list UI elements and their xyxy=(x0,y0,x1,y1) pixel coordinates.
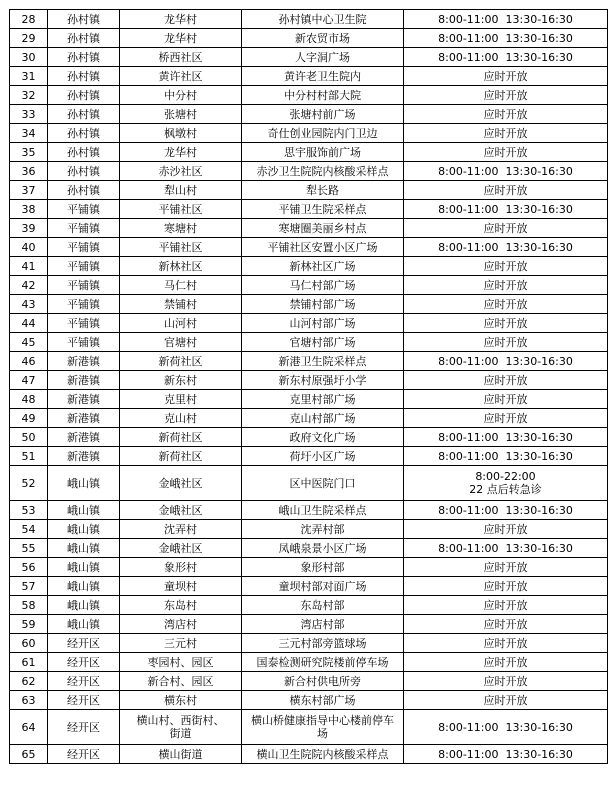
site-cell: 象形村部 xyxy=(242,558,404,577)
village-cell: 金峨社区 xyxy=(120,466,242,501)
table-row xyxy=(10,428,608,447)
town-cell: 平铺镇 xyxy=(48,219,120,238)
row-number-cell: 30 xyxy=(10,48,48,67)
village-cell: 新荷社区 xyxy=(120,447,242,466)
table-row xyxy=(10,162,608,181)
village-cell: 犁山村 xyxy=(120,181,242,200)
row-number-cell: 46 xyxy=(10,352,48,371)
table-row xyxy=(10,653,608,672)
opening-time-cell: 应时开放 xyxy=(404,520,608,539)
row-number-cell: 51 xyxy=(10,447,48,466)
table-row xyxy=(10,10,608,29)
row-number-cell: 55 xyxy=(10,539,48,558)
table-row xyxy=(10,409,608,428)
row-number-cell: 40 xyxy=(10,238,48,257)
site-cell: 克里村部广场 xyxy=(242,390,404,409)
town-cell: 孙村镇 xyxy=(48,29,120,48)
site-cell: 政府文化广场 xyxy=(242,428,404,447)
village-cell: 马仁村 xyxy=(120,276,242,295)
opening-time-cell: 应时开放 xyxy=(404,314,608,333)
town-cell: 经开区 xyxy=(48,745,120,764)
site-cell: 凤峨泉景小区广场 xyxy=(242,539,404,558)
town-cell: 孙村镇 xyxy=(48,143,120,162)
site-cell: 湾店村部 xyxy=(242,615,404,634)
opening-time-cell: 应时开放 xyxy=(404,653,608,672)
table-row xyxy=(10,672,608,691)
table-row xyxy=(10,124,608,143)
town-cell: 孙村镇 xyxy=(48,67,120,86)
opening-time-cell: 8:00-11:00 13:30-16:30 xyxy=(404,745,608,764)
town-cell: 峨山镇 xyxy=(48,466,120,501)
site-cell: 横山卫生院院内核酸采样点 xyxy=(242,745,404,764)
town-cell: 峨山镇 xyxy=(48,558,120,577)
opening-time-cell: 应时开放 xyxy=(404,596,608,615)
town-cell: 峨山镇 xyxy=(48,520,120,539)
table-row xyxy=(10,200,608,219)
village-cell: 桥西社区 xyxy=(120,48,242,67)
site-cell: 峨山卫生院采样点 xyxy=(242,501,404,520)
testing-site-table xyxy=(9,9,608,764)
row-number-cell: 64 xyxy=(10,710,48,745)
row-number-cell: 45 xyxy=(10,333,48,352)
village-cell: 横山街道 xyxy=(120,745,242,764)
table-row xyxy=(10,520,608,539)
row-number-cell: 61 xyxy=(10,653,48,672)
village-cell: 象形村 xyxy=(120,558,242,577)
opening-time-cell: 应时开放 xyxy=(404,615,608,634)
table-row xyxy=(10,219,608,238)
row-number-cell: 60 xyxy=(10,634,48,653)
opening-time-cell: 应时开放 xyxy=(404,219,608,238)
opening-time-cell: 应时开放 xyxy=(404,67,608,86)
village-cell: 沈弄村 xyxy=(120,520,242,539)
opening-time-cell: 8:00-11:00 13:30-16:30 xyxy=(404,539,608,558)
table-row xyxy=(10,745,608,764)
opening-time-cell: 应时开放 xyxy=(404,634,608,653)
village-cell: 克山村 xyxy=(120,409,242,428)
row-number-cell: 32 xyxy=(10,86,48,105)
table-row xyxy=(10,371,608,390)
village-cell: 平铺社区 xyxy=(120,238,242,257)
row-number-cell: 35 xyxy=(10,143,48,162)
row-number-cell: 52 xyxy=(10,466,48,501)
site-cell: 中分村村部大院 xyxy=(242,86,404,105)
table-row xyxy=(10,577,608,596)
table-row xyxy=(10,390,608,409)
opening-time-cell: 8:00-11:00 13:30-16:30 xyxy=(404,162,608,181)
village-cell: 湾店村 xyxy=(120,615,242,634)
site-cell: 新合村供电所旁 xyxy=(242,672,404,691)
village-cell: 克里村 xyxy=(120,390,242,409)
row-number-cell: 56 xyxy=(10,558,48,577)
village-cell: 黄许社区 xyxy=(120,67,242,86)
town-cell: 经开区 xyxy=(48,634,120,653)
village-cell: 官塘村 xyxy=(120,333,242,352)
town-cell: 平铺镇 xyxy=(48,295,120,314)
row-number-cell: 50 xyxy=(10,428,48,447)
table-row xyxy=(10,501,608,520)
opening-time-cell: 应时开放 xyxy=(404,143,608,162)
table-row xyxy=(10,29,608,48)
town-cell: 平铺镇 xyxy=(48,200,120,219)
village-cell: 山河村 xyxy=(120,314,242,333)
site-cell: 赤沙卫生院院内核酸采样点 xyxy=(242,162,404,181)
village-cell: 龙华村 xyxy=(120,29,242,48)
town-cell: 孙村镇 xyxy=(48,10,120,29)
opening-time-cell: 8:00-11:00 13:30-16:30 xyxy=(404,48,608,67)
town-cell: 经开区 xyxy=(48,710,120,745)
opening-time-cell: 应时开放 xyxy=(404,333,608,352)
row-number-cell: 44 xyxy=(10,314,48,333)
site-cell: 童坝村部对面广场 xyxy=(242,577,404,596)
table-body xyxy=(10,10,608,764)
village-cell: 新荷社区 xyxy=(120,428,242,447)
opening-time-cell: 应时开放 xyxy=(404,124,608,143)
site-cell: 平铺卫生院采样点 xyxy=(242,200,404,219)
row-number-cell: 39 xyxy=(10,219,48,238)
town-cell: 经开区 xyxy=(48,691,120,710)
site-cell: 官塘村部广场 xyxy=(242,333,404,352)
row-number-cell: 33 xyxy=(10,105,48,124)
town-cell: 孙村镇 xyxy=(48,105,120,124)
site-cell: 山河村部广场 xyxy=(242,314,404,333)
town-cell: 孙村镇 xyxy=(48,124,120,143)
table-row xyxy=(10,596,608,615)
table-row xyxy=(10,276,608,295)
village-cell: 新林社区 xyxy=(120,257,242,276)
opening-time-cell: 8:00-11:00 13:30-16:30 xyxy=(404,200,608,219)
row-number-cell: 57 xyxy=(10,577,48,596)
site-cell: 国泰检测研究院楼前停车场 xyxy=(242,653,404,672)
table-row xyxy=(10,447,608,466)
site-cell: 禁铺村部广场 xyxy=(242,295,404,314)
table-row xyxy=(10,86,608,105)
village-cell: 新合村、园区 xyxy=(120,672,242,691)
opening-time-cell: 8:00-22:00 22 点后转急诊 xyxy=(404,466,608,501)
row-number-cell: 63 xyxy=(10,691,48,710)
town-cell: 新港镇 xyxy=(48,371,120,390)
village-cell: 新东村 xyxy=(120,371,242,390)
opening-time-cell: 8:00-11:00 13:30-16:30 xyxy=(404,10,608,29)
table-row xyxy=(10,314,608,333)
town-cell: 新港镇 xyxy=(48,428,120,447)
village-cell: 童坝村 xyxy=(120,577,242,596)
site-cell: 人字洞广场 xyxy=(242,48,404,67)
site-cell: 横东村部广场 xyxy=(242,691,404,710)
village-cell: 龙华村 xyxy=(120,143,242,162)
site-cell: 思宇服饰前广场 xyxy=(242,143,404,162)
table-row xyxy=(10,48,608,67)
table-row xyxy=(10,181,608,200)
opening-time-cell: 应时开放 xyxy=(404,558,608,577)
town-cell: 峨山镇 xyxy=(48,577,120,596)
opening-time-cell: 应时开放 xyxy=(404,672,608,691)
row-number-cell: 28 xyxy=(10,10,48,29)
opening-time-cell: 8:00-11:00 13:30-16:30 xyxy=(404,710,608,745)
table-row xyxy=(10,615,608,634)
village-cell: 寒塘村 xyxy=(120,219,242,238)
site-cell: 横山桥健康指导中心楼前停车 场 xyxy=(242,710,404,745)
opening-time-cell: 应时开放 xyxy=(404,257,608,276)
opening-time-cell: 应时开放 xyxy=(404,295,608,314)
town-cell: 孙村镇 xyxy=(48,48,120,67)
site-cell: 新港卫生院采样点 xyxy=(242,352,404,371)
site-cell: 新林社区广场 xyxy=(242,257,404,276)
site-cell: 黄许老卫生院内 xyxy=(242,67,404,86)
site-cell: 沈弄村部 xyxy=(242,520,404,539)
town-cell: 孙村镇 xyxy=(48,181,120,200)
town-cell: 峨山镇 xyxy=(48,539,120,558)
village-cell: 枫墩村 xyxy=(120,124,242,143)
table-row xyxy=(10,238,608,257)
row-number-cell: 37 xyxy=(10,181,48,200)
table-row xyxy=(10,710,608,745)
town-cell: 平铺镇 xyxy=(48,314,120,333)
row-number-cell: 58 xyxy=(10,596,48,615)
site-cell: 新东村原强圩小学 xyxy=(242,371,404,390)
table-row xyxy=(10,691,608,710)
town-cell: 平铺镇 xyxy=(48,276,120,295)
town-cell: 经开区 xyxy=(48,672,120,691)
table-row xyxy=(10,295,608,314)
table-row xyxy=(10,143,608,162)
opening-time-cell: 应时开放 xyxy=(404,390,608,409)
village-cell: 横东村 xyxy=(120,691,242,710)
row-number-cell: 34 xyxy=(10,124,48,143)
opening-time-cell: 应时开放 xyxy=(404,409,608,428)
opening-time-cell: 应时开放 xyxy=(404,691,608,710)
opening-time-cell: 8:00-11:00 13:30-16:30 xyxy=(404,29,608,48)
village-cell: 枣园村、园区 xyxy=(120,653,242,672)
opening-time-cell: 8:00-11:00 13:30-16:30 xyxy=(404,238,608,257)
row-number-cell: 53 xyxy=(10,501,48,520)
town-cell: 平铺镇 xyxy=(48,238,120,257)
site-cell: 东岛村部 xyxy=(242,596,404,615)
row-number-cell: 62 xyxy=(10,672,48,691)
site-cell: 张塘村前广场 xyxy=(242,105,404,124)
town-cell: 新港镇 xyxy=(48,409,120,428)
village-cell: 三元村 xyxy=(120,634,242,653)
table-row xyxy=(10,105,608,124)
town-cell: 孙村镇 xyxy=(48,86,120,105)
village-cell: 金峨社区 xyxy=(120,539,242,558)
village-cell: 横山村、西街村、 街道 xyxy=(120,710,242,745)
village-cell: 平铺社区 xyxy=(120,200,242,219)
town-cell: 新港镇 xyxy=(48,352,120,371)
town-cell: 新港镇 xyxy=(48,390,120,409)
opening-time-cell: 应时开放 xyxy=(404,181,608,200)
row-number-cell: 29 xyxy=(10,29,48,48)
row-number-cell: 59 xyxy=(10,615,48,634)
town-cell: 峨山镇 xyxy=(48,596,120,615)
row-number-cell: 36 xyxy=(10,162,48,181)
table-row xyxy=(10,352,608,371)
table-row xyxy=(10,634,608,653)
town-cell: 平铺镇 xyxy=(48,333,120,352)
site-cell: 三元村部旁篮球场 xyxy=(242,634,404,653)
site-cell: 克山村部广场 xyxy=(242,409,404,428)
table-row xyxy=(10,257,608,276)
town-cell: 新港镇 xyxy=(48,447,120,466)
table-row xyxy=(10,67,608,86)
village-cell: 新荷社区 xyxy=(120,352,242,371)
site-cell: 寒塘圈美丽乡村点 xyxy=(242,219,404,238)
table-row xyxy=(10,466,608,501)
village-cell: 中分村 xyxy=(120,86,242,105)
town-cell: 孙村镇 xyxy=(48,162,120,181)
table-row xyxy=(10,558,608,577)
site-cell: 奇仕创业园院内门卫边 xyxy=(242,124,404,143)
row-number-cell: 49 xyxy=(10,409,48,428)
village-cell: 禁铺村 xyxy=(120,295,242,314)
opening-time-cell: 8:00-11:00 13:30-16:30 xyxy=(404,428,608,447)
site-cell: 荷圩小区广场 xyxy=(242,447,404,466)
row-number-cell: 65 xyxy=(10,745,48,764)
opening-time-cell: 应时开放 xyxy=(404,276,608,295)
row-number-cell: 31 xyxy=(10,67,48,86)
opening-time-cell: 应时开放 xyxy=(404,577,608,596)
row-number-cell: 41 xyxy=(10,257,48,276)
table-row xyxy=(10,333,608,352)
row-number-cell: 48 xyxy=(10,390,48,409)
opening-time-cell: 8:00-11:00 13:30-16:30 xyxy=(404,501,608,520)
opening-time-cell: 8:00-11:00 13:30-16:30 xyxy=(404,352,608,371)
row-number-cell: 42 xyxy=(10,276,48,295)
table-row xyxy=(10,539,608,558)
opening-time-cell: 应时开放 xyxy=(404,371,608,390)
site-cell: 区中医院门口 xyxy=(242,466,404,501)
site-cell: 马仁村部广场 xyxy=(242,276,404,295)
row-number-cell: 43 xyxy=(10,295,48,314)
opening-time-cell: 8:00-11:00 13:30-16:30 xyxy=(404,447,608,466)
village-cell: 赤沙社区 xyxy=(120,162,242,181)
row-number-cell: 47 xyxy=(10,371,48,390)
village-cell: 东岛村 xyxy=(120,596,242,615)
town-cell: 峨山镇 xyxy=(48,501,120,520)
site-cell: 孙村镇中心卫生院 xyxy=(242,10,404,29)
town-cell: 平铺镇 xyxy=(48,257,120,276)
opening-time-cell: 应时开放 xyxy=(404,86,608,105)
row-number-cell: 38 xyxy=(10,200,48,219)
town-cell: 经开区 xyxy=(48,653,120,672)
town-cell: 峨山镇 xyxy=(48,615,120,634)
village-cell: 张塘村 xyxy=(120,105,242,124)
site-cell: 平铺社区安置小区广场 xyxy=(242,238,404,257)
village-cell: 龙华村 xyxy=(120,10,242,29)
village-cell: 金峨社区 xyxy=(120,501,242,520)
opening-time-cell: 应时开放 xyxy=(404,105,608,124)
site-cell: 犁长路 xyxy=(242,181,404,200)
site-cell: 新农贸市场 xyxy=(242,29,404,48)
row-number-cell: 54 xyxy=(10,520,48,539)
